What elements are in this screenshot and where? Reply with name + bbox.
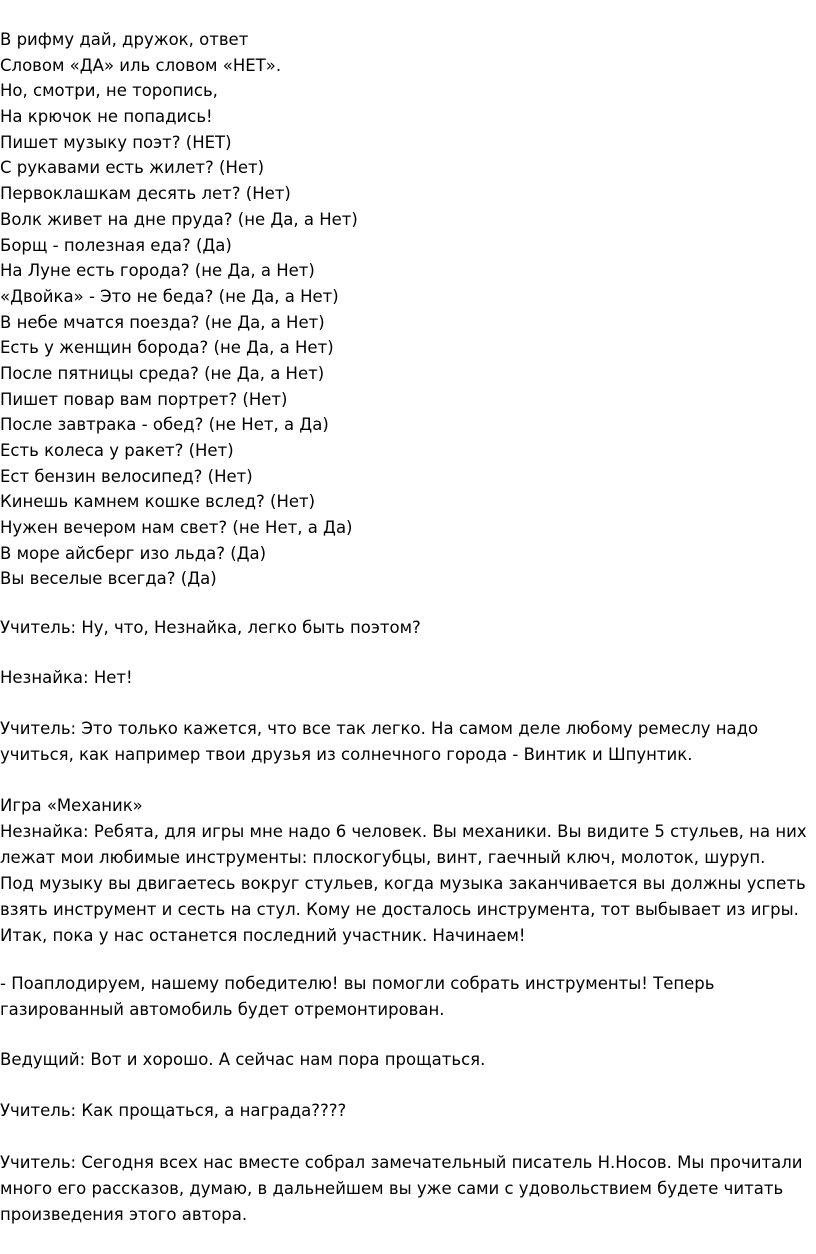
- poem-line: Есть колеса у ракет? (Нет): [0, 441, 234, 460]
- host-farewell: [0, 1047, 816, 1073]
- poem-line: В море айсберг изо льда? (Да): [0, 543, 267, 563]
- poem-line: Пишет повар вам портрет? (Нет): [0, 389, 288, 409]
- poem-line: После пятницы среда? (не Да, а Нет): [0, 363, 325, 383]
- paragraph-line: газированный автомобиль будет отремонтирован.: [0, 1000, 445, 1019]
- paragraph-line: взять инструмент и сесть на стул. Кому не досталось инструмента, тот выбывает из игры.: [0, 900, 799, 919]
- teacher-reward: [0, 1098, 816, 1124]
- paragraph-line: Ведущий: Вот и хорошо. А сейчас нам пора прощаться.: [0, 1050, 486, 1069]
- paragraph-line: Под музыку вы двигаетесь вокруг стульев, когда музыка заканчивается вы должны успеть: [0, 874, 806, 893]
- teacher-explanation: [0, 716, 816, 768]
- paragraph-line: Незнайка: Нет!: [0, 668, 133, 687]
- paragraph-line: Незнайка: Ребята, для игры мне надо 6 человек. Вы механики. Вы видите 5 стульев, на них: [0, 822, 807, 841]
- paragraph-line: лежат мои любимые инструменты: плоскогубцы, винт, гаечный ключ, молоток, шуруп.: [0, 848, 766, 867]
- paragraph-line: Учитель: Ну, что, Незнайка, легко быть поэтом?: [0, 618, 421, 637]
- teacher-question: [0, 615, 816, 641]
- paragraph-line: Учитель: Как прощаться, а награда????: [0, 1101, 347, 1120]
- paragraph-line: - Поаплодируем, нашему победителю! вы помогли собрать инструменты! Теперь: [0, 974, 715, 993]
- poem-line: Волк живет на дне пруда? (не Да, а Нет): [0, 209, 358, 229]
- paragraph-line: Итак, пока у нас останется последний участник. Начинаем!: [0, 926, 526, 945]
- paragraph-line: Учитель: Это только кажется, что все так легко. На самом деле любому ремеслу надо: [0, 719, 759, 738]
- poem-line: Но, смотри, не торопись,: [0, 81, 218, 101]
- poem-line: На Луне есть города? (не Да, а Нет): [0, 261, 315, 281]
- poem-line: Есть у женщин борода? (не Да, а Нет): [0, 338, 334, 358]
- poem-line: С рукавами есть жилет? (Нет): [0, 158, 265, 178]
- poem-line: На крючок не попадись!: [0, 107, 213, 127]
- applause-paragraph: [0, 971, 816, 1023]
- poem-line: Ест бензин велосипед? (Нет): [0, 466, 253, 486]
- poem-line: Словом «ДА» иль словом «НЕТ».: [0, 55, 282, 75]
- poem-line: Борщ - полезная еда? (Да): [0, 235, 232, 255]
- paragraph-line: Учитель: Сегодня всех нас вместе собрал замечательный писатель Н.Носов. Мы прочитали: [0, 1153, 803, 1172]
- poem-line: Пишет музыку поэт? (НЕТ): [0, 132, 232, 152]
- paragraph-line: много его рассказов, думаю, в дальнейшем вы уже сами с удовольствием будете читать: [0, 1179, 784, 1198]
- poem-line: Вы веселые всегда? (Да): [0, 569, 217, 589]
- paragraph-line: учиться, как например твои друзья из солнечного города - Винтик и Шпунтик.: [0, 745, 693, 764]
- poem-line: Первоклашкам десять лет? (Нет): [0, 184, 291, 204]
- poem-line: Нужен вечером нам свет? (не Нет, а Да): [0, 518, 353, 538]
- neznayka-answer: [0, 665, 816, 691]
- teacher-final: [0, 1150, 816, 1228]
- poem-line: «Двойка» - Это не беда? (не Да, а Нет): [0, 286, 339, 306]
- poem-line: В небе мчатся поезда? (не Да, а Нет): [0, 312, 325, 332]
- poem-line: После завтрака - обед? (не Нет, а Да): [0, 415, 329, 435]
- game-title: Игра «Механик»: [0, 796, 143, 815]
- paragraph-line: произведения этого автора.: [0, 1205, 248, 1224]
- poem-line: В рифму дай, дружок, ответ: [0, 30, 249, 49]
- poem-block: [0, 27, 816, 592]
- poem-line: Кинешь камнем кошке вслед? (Нет): [0, 492, 316, 512]
- game-mechanic-block: [0, 793, 816, 949]
